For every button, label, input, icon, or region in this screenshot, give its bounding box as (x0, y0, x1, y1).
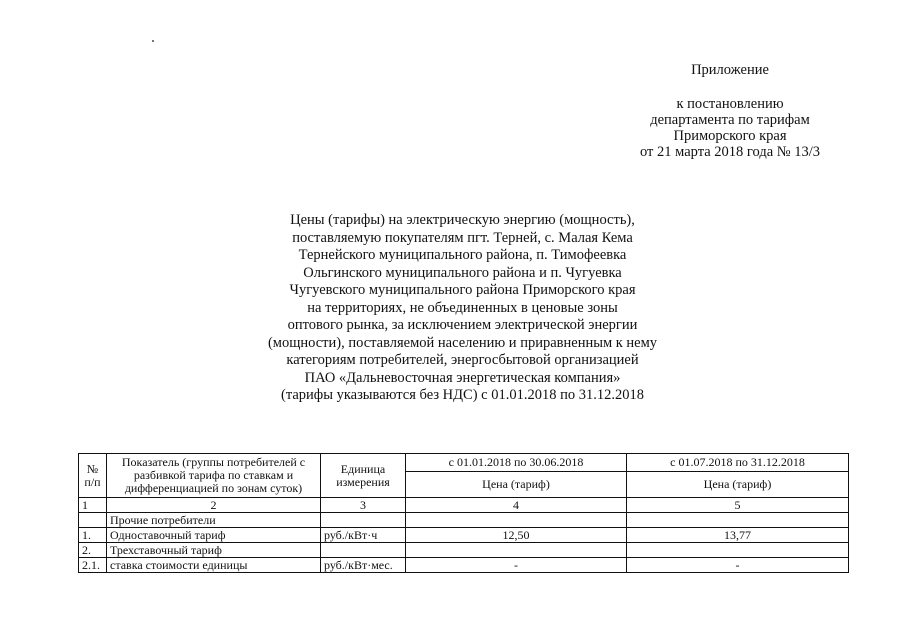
header-period-2: с 01.07.2018 по 31.12.2018 (627, 454, 849, 472)
title-line: поставляемую покупателям пгт. Терней, с. Малая Кема (292, 229, 633, 246)
table-row (79, 513, 849, 528)
table-row (79, 528, 849, 543)
column-number: 3 (321, 498, 406, 513)
row-num: 2. (79, 543, 107, 558)
row-num: 2.1. (79, 558, 107, 573)
header-price-2: Цена (тариф) (627, 472, 849, 498)
title-line: Ольгинского муниципального района и п. Чугуевка (303, 264, 622, 281)
title-line: категориям потребителей, энергосбытовой организацией (286, 352, 639, 368)
table-row (79, 558, 849, 573)
tariff-table (78, 453, 849, 573)
column-number-row (79, 498, 849, 513)
row-value-1 (406, 543, 627, 558)
row-num: 1. (79, 528, 107, 543)
header-num: № п/п (79, 454, 107, 498)
row-value-1 (406, 513, 627, 528)
title-line: Тернейского муниципального района, п. Тимофеевка (298, 247, 627, 263)
scan-speck (152, 40, 154, 42)
header-unit: Единица измерения (321, 454, 406, 498)
row-value-1: - (406, 558, 627, 573)
header-indicator: Показатель (группы потребителей с разбивкой тарифа по ставкам и дифференциацией по зонам суток) (107, 454, 321, 498)
column-number: 1 (79, 498, 107, 513)
row-value-2: 13,77 (627, 528, 849, 543)
title-line: (мощности), поставляемой населению и приравненным к нему (267, 334, 658, 351)
column-number: 4 (406, 498, 627, 513)
appendix-line: департамента по тарифам (650, 112, 810, 128)
appendix-line: к постановлению (676, 96, 784, 112)
appendix-line: Приморского края (673, 128, 787, 144)
table-header-row (79, 454, 849, 472)
appendix-line: от 21 марта 2018 года № 13/3 (639, 144, 820, 160)
title-line: Чугуевского муниципального района Приморского края (289, 282, 636, 298)
row-unit (321, 543, 406, 558)
row-name: Трехставочный тариф (107, 543, 321, 558)
appendix-title: Приложение (691, 62, 769, 78)
row-name: Одноставочный тариф (107, 528, 321, 543)
row-value-2: - (627, 558, 849, 573)
title-line: Цены (тарифы) на электрическую энергию (мощность), (290, 212, 635, 228)
row-name: Прочие потребители (107, 513, 321, 528)
header-period-1: с 01.01.2018 по 30.06.2018 (406, 454, 627, 472)
row-num (79, 513, 107, 528)
title-line: (тарифы указываются без НДС) с 01.01.2018 по 31.12.2018 (281, 387, 644, 403)
column-number: 2 (107, 498, 321, 513)
header-price-1: Цена (тариф) (406, 472, 627, 498)
row-value-1: 12,50 (406, 528, 627, 543)
row-unit: руб./кВт·мес. (321, 558, 406, 573)
title-line: на территориях, не объединенных в ценовые зоны (307, 299, 618, 316)
appendix-block (600, 96, 860, 160)
title-line: оптового рынка, за исключением электрической энергии (287, 317, 638, 333)
column-number: 5 (627, 498, 849, 513)
row-value-2 (627, 543, 849, 558)
row-name: ставка стоимости единицы (107, 558, 321, 573)
row-unit: руб./кВт·ч (321, 528, 406, 543)
document-title (230, 212, 695, 405)
row-value-2 (627, 513, 849, 528)
row-unit (321, 513, 406, 528)
table-row (79, 543, 849, 558)
title-line: ПАО «Дальневосточная энергетическая компания» (304, 369, 621, 386)
